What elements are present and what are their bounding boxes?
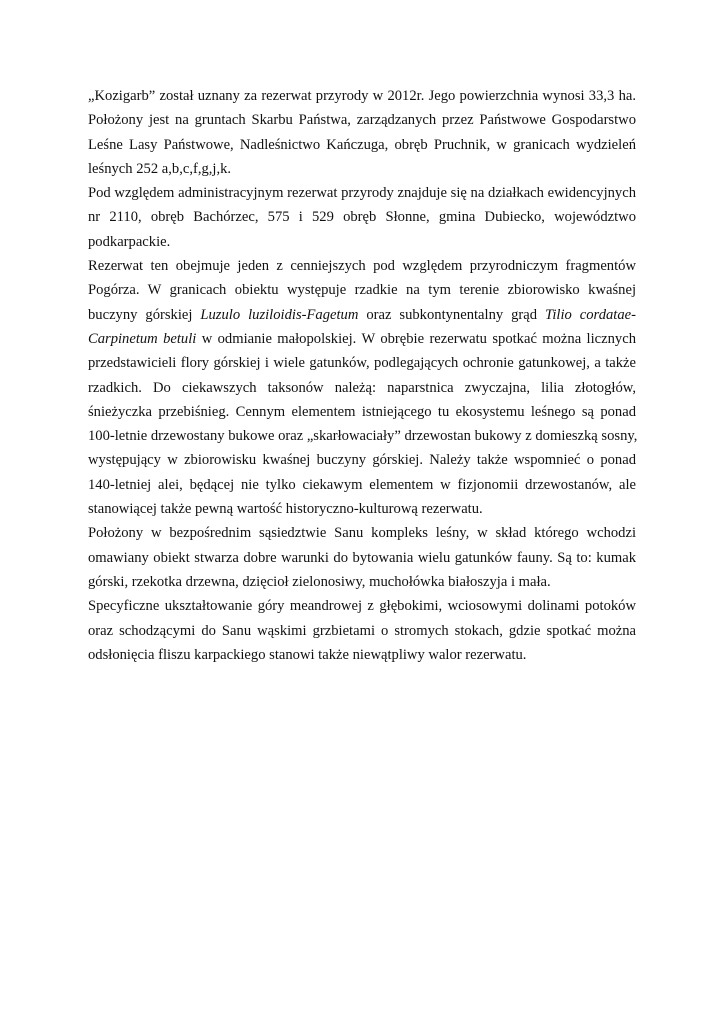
text-segment: Pogórza. W granicach obiektu występuje rzadkie na tym terenie zbiorowisko kwaśnej xyxy=(88,282,636,299)
text-line xyxy=(88,205,636,229)
text-segment: górski, rzekotka drzewna, dzięcioł zielonosiwy, muchołówka białoszyja i mała. xyxy=(88,573,551,590)
text-line xyxy=(88,327,636,351)
text-segment: leśnych 252 a,b,c,f,g,j,k. xyxy=(88,160,232,177)
text-segment: występujący w zbiorowisku kwaśnej buczyny górskiej. Należy także wspomnieć o ponad xyxy=(88,452,636,469)
text-line xyxy=(88,376,636,400)
text-line xyxy=(88,424,636,448)
text-line xyxy=(88,497,636,521)
text-segment: rzadkich. Do ciekawszych taksonów należą: naparstnica zwyczajna, lilia złotogłów, xyxy=(88,379,636,396)
italic-text-segment: Carpinetum betuli xyxy=(88,330,197,347)
text-segment: przedstawicieli flory górskiej i wiele gatunków, podlegających ochronie gatunkowej, a także xyxy=(88,355,636,372)
text-line xyxy=(88,448,636,472)
text-segment: nr 2110, obręb Bachórzec, 575 i 529 obręb Słonne, gmina Dubiecko, województwo xyxy=(88,209,636,226)
text-line xyxy=(88,521,636,545)
text-segment: „Kozigarb” został uznany za rezerwat przyrody w 2012r. Jego powierzchnia wynosi 33,3 ha. xyxy=(88,88,636,104)
text-segment: Położony w bezpośrednim sąsiedztwie Sanu kompleks leśny, w skład którego wchodzi xyxy=(88,525,636,542)
text-segment: w odmianie małopolskiej. W obrębie rezerwatu spotkać można licznych xyxy=(196,330,636,347)
paragraph xyxy=(88,521,636,594)
text-segment: odsłonięcia fliszu karpackiego stanowi także niewątpliwy walor rezerwatu. xyxy=(88,646,527,663)
text-line xyxy=(88,254,636,278)
text-line xyxy=(88,133,636,157)
text-segment: Specyficzne ukształtowanie góry meandrowej z głębokimi, wciosowymi dolinami potoków xyxy=(88,598,636,615)
text-line xyxy=(88,108,636,132)
text-line xyxy=(88,546,636,570)
document-page xyxy=(88,84,636,667)
text-line xyxy=(88,157,636,181)
text-line xyxy=(88,400,636,424)
paragraph xyxy=(88,181,636,254)
text-line xyxy=(88,84,636,108)
text-segment: Leśne Lasy Państwowe, Nadleśnictwo Kańczuga, obręb Pruchnik, w granicach wydzieleń xyxy=(88,136,636,153)
text-segment: Pod względem administracyjnym rezerwat przyrody znajduje się na działkach ewidencyjnych xyxy=(88,185,636,202)
text-line xyxy=(88,181,636,205)
text-segment: 140-letniej alei, będącej nie tylko ciekawym elementem w fizjonomii drzewostanów, ale xyxy=(88,476,636,493)
text-line xyxy=(88,643,636,667)
text-line xyxy=(88,230,636,254)
paragraph xyxy=(88,594,636,667)
text-line xyxy=(88,303,636,327)
text-segment: śnieżyczka przebiśnieg. Cennym elementem istniejącego tu ekosystemu leśnego są ponad xyxy=(88,403,636,420)
paragraph xyxy=(88,254,636,521)
text-segment: omawiany obiekt stwarza dobre warunki do bytowania wielu gatunków fauny. Są to: kumak xyxy=(88,549,636,566)
text-segment: Rezerwat ten obejmuje jeden z cenniejszych pod względem przyrodniczym fragmentów xyxy=(88,258,636,275)
text-line xyxy=(88,278,636,302)
text-segment: 100-letnie drzewostany bukowe oraz „skarłowaciały” drzewostan bukowy z domieszką sosny, xyxy=(88,428,638,445)
text-line xyxy=(88,619,636,643)
italic-text-segment: Luzulo luziloidis-Fagetum xyxy=(200,306,359,323)
text-line xyxy=(88,594,636,618)
text-segment: Położony jest na gruntach Skarbu Państwa, zarządzanych przez Państwowe Gospodarstwo xyxy=(88,112,636,129)
italic-text-segment: Tilio cordatae- xyxy=(545,306,636,323)
text-segment: oraz subkontynentalny grąd xyxy=(358,306,546,323)
text-line xyxy=(88,473,636,497)
paragraph xyxy=(88,84,636,181)
text-segment: stanowiącej także pewną wartość historyczno-kulturową rezerwatu. xyxy=(88,501,483,518)
text-segment: podkarpackie. xyxy=(88,233,171,250)
text-segment: buczyny górskiej xyxy=(88,306,201,323)
text-line xyxy=(88,351,636,375)
text-segment: oraz schodzącymi do Sanu wąskimi grzbietami o stromych stokach, gdzie spotkać można xyxy=(88,622,636,639)
text-line xyxy=(88,570,636,594)
